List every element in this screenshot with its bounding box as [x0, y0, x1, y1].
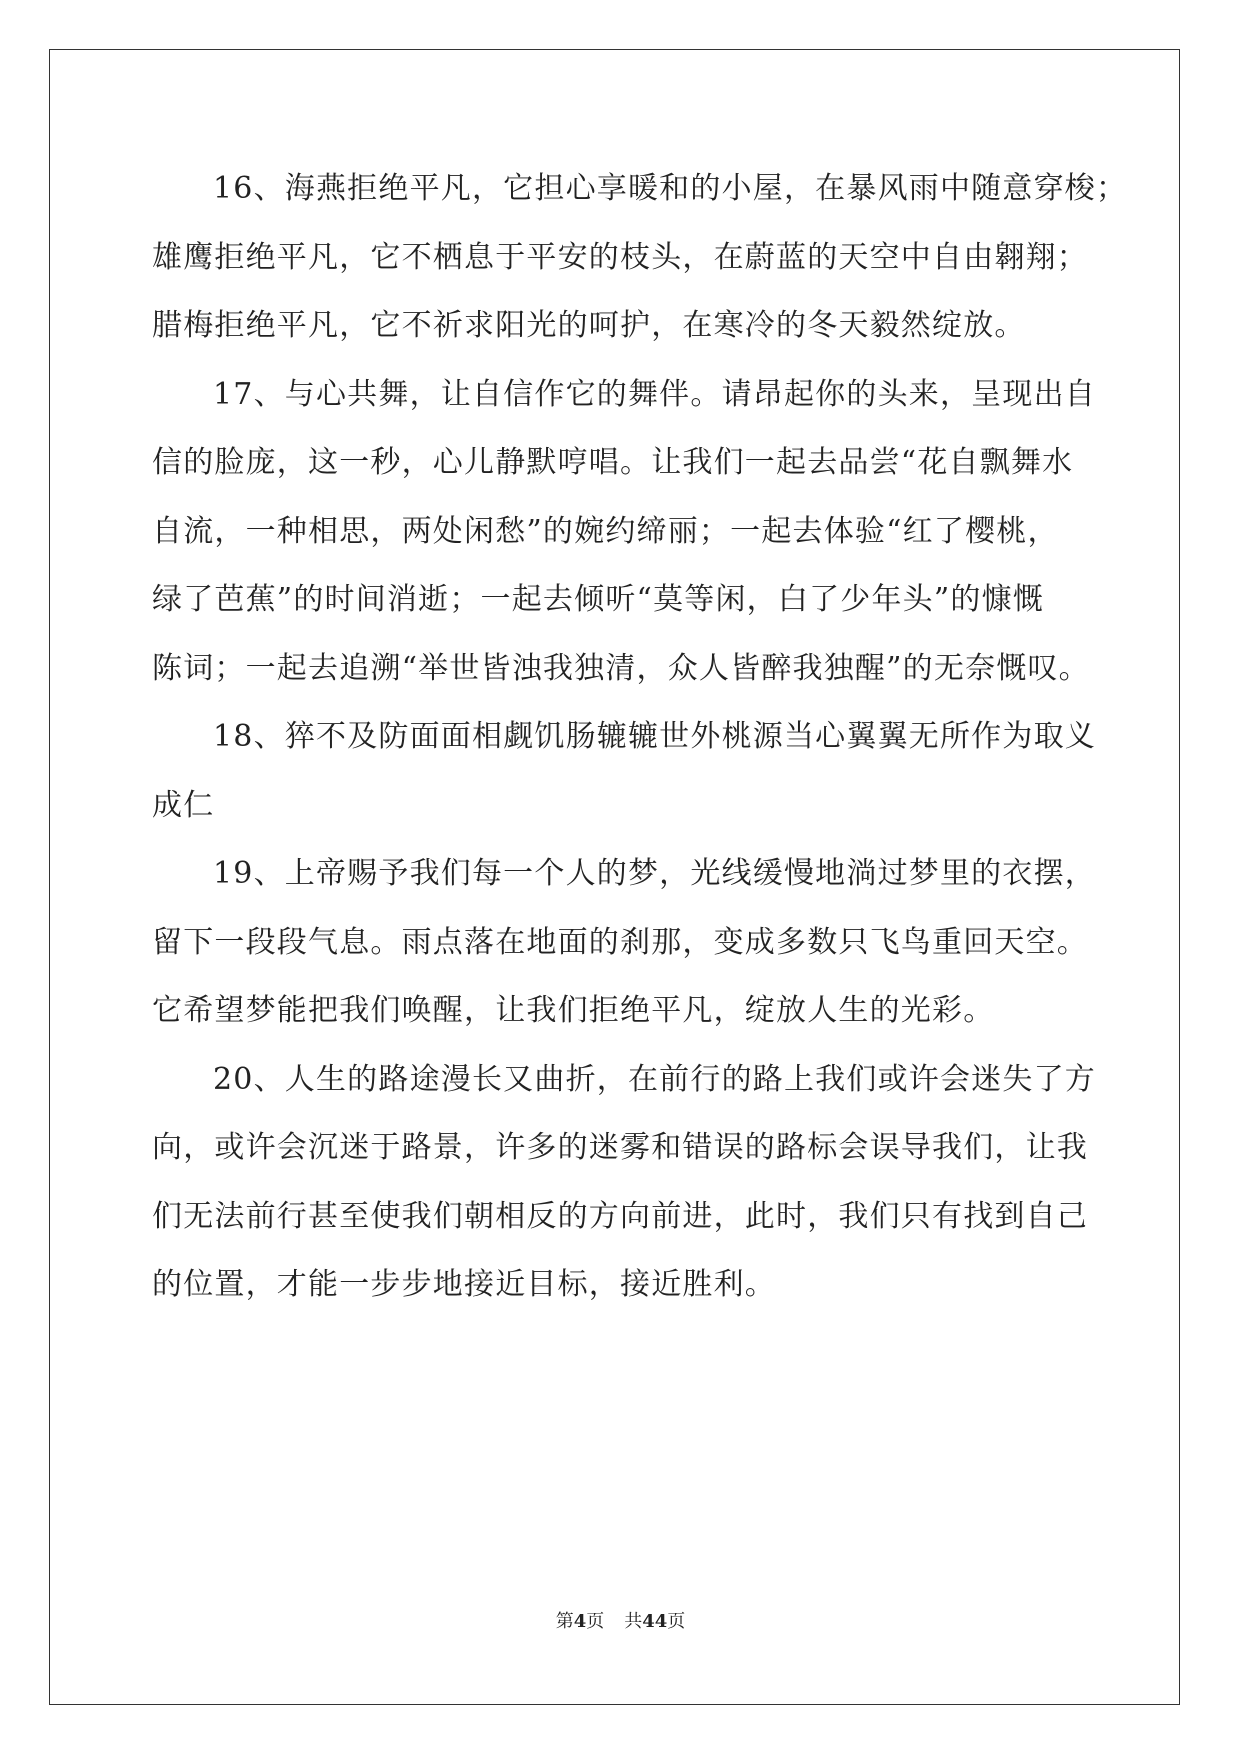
paragraph-20-line: 向，或许会沉迷于路景，许多的迷雾和错误的路标会误导我们，让我 [152, 1130, 1088, 1165]
paragraph-19-line: 它希望梦能把我们唤醒，让我们拒绝平凡，绽放人生的光彩。 [152, 993, 995, 1028]
paragraph-20-line: 20、人生的路途漫长又曲折，在前行的路上我们或许会迷失了方 [213, 1061, 1096, 1097]
paragraph-17-line: 绿了芭蕉”的时间消逝；一起去倾听“莫等闲，白了少年头”的慷慨 [152, 582, 1045, 617]
paragraph-17-line: 陈词；一起去追溯“举世皆浊我独清，众人皆醉我独醒”的无奈慨叹。 [152, 650, 1090, 686]
paragraph-16-line: 腊梅拒绝平凡，它不祈求阳光的呵护，在寒冷的冬天毅然绽放。 [152, 308, 1026, 343]
page-prefix: 第 [555, 1611, 574, 1632]
total-pages: 44 [642, 1611, 668, 1632]
page-number: 4 [573, 1611, 587, 1632]
paragraph-18-line: 18、猝不及防面面相觑饥肠辘辘世外桃源当心翼翼无所作为取义 [213, 719, 1096, 754]
paragraph-17-line: 自流，一种相思，两处闲愁”的婉约缔丽；一起去体验“红了樱桃， [152, 513, 1059, 549]
paragraph-20-line: 的位置，才能一步步地接近目标，接近胜利。 [152, 1267, 776, 1302]
paragraph-20-line: 们无法前行甚至使我们朝相反的方向前进，此时，我们只有找到自己 [152, 1198, 1088, 1234]
document-body [152, 155, 1128, 1320]
paragraph-18-line: 成仁 [152, 787, 215, 823]
page-footer [0, 1607, 1241, 1633]
paragraph-16-line: 雄鹰拒绝平凡，它不栖息于平安的枝头，在蔚蓝的天空中自由翱翔； [152, 239, 1088, 275]
page-suffix: 页 [586, 1611, 605, 1632]
paragraph-17-line: 信的脸庞，这一秒，心儿静默哼唱。让我们一起去品尝“花自飘舞水 [152, 445, 1074, 480]
paragraph-19-line: 留下一段段气息。雨点落在地面的刹那，变成多数只飞鸟重回天空。 [152, 924, 1088, 960]
total-prefix: 共 [624, 1611, 643, 1632]
paragraph-17-line: 17、与心共舞，让自信作它的舞伴。请昂起你的头来，呈现出自 [213, 376, 1096, 412]
paragraph-16-line: 16、海燕拒绝平凡，它担心享暖和的小屋，在暴风雨中随意穿梭； [213, 171, 1128, 206]
total-suffix: 页 [667, 1611, 686, 1632]
paragraph-19-line: 19、上帝赐予我们每一个人的梦，光线缓慢地淌过梦里的衣摆， [213, 856, 1096, 891]
